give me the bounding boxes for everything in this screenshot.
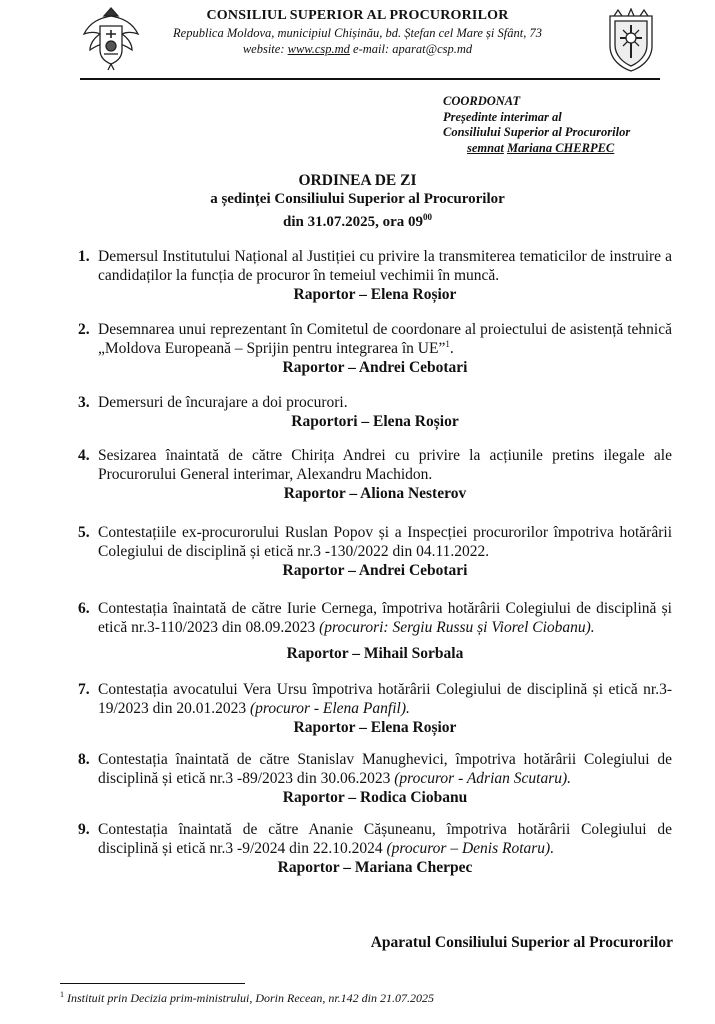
item-note: (procurori: Sergiu Russu și Viorel Ciobanu).	[319, 619, 595, 636]
item-rapporteur: Raportori – Elena Roșior	[291, 413, 459, 430]
footnote-divider	[60, 983, 245, 984]
email-label: e-mail:	[353, 42, 390, 56]
footnote-mark: 1	[60, 990, 64, 999]
agenda-item	[78, 750, 672, 788]
agenda-item	[78, 393, 672, 412]
item-text: Demersul Institutului Național al Justiției cu privire la transmiterea tematicilor de instruire a candidaților la funcția de procuror în temeiul vechimii în muncă.	[98, 248, 672, 284]
item-text: Demersuri de încurajare a doi procurori.	[98, 394, 348, 411]
item-rapporteur: Raportor – Aliona Nesterov	[283, 485, 467, 502]
footnote	[60, 990, 434, 1006]
item-text: Contestația înaintată de către Ananie Cășuneanu, împotriva hotărârii Colegiului de disciplină și etică nr.3 -9/2024 din 22.10.2024	[98, 821, 672, 857]
agenda-item: 2. Desemnarea unui reprezentant în Comitetul de coordonare al proiectului de asistență tehnică „Moldova Europeană – Sprijin pentru integrarea în UE”$^1$.	[78, 321, 672, 357]
footnote-ref[interactable]: 1	[445, 338, 450, 349]
item-text: Contestația înaintată de către Stanislav Manughevici, împotriva hotărârii Colegiului de disciplină și etică nr.3 -89/2023 din 30.06.2023	[98, 751, 672, 787]
item-number: 6.	[78, 600, 90, 617]
item-number: 5.	[78, 524, 90, 541]
org-name: CONSILIUL SUPERIOR AL PROCURORILOR	[206, 8, 509, 23]
header-divider	[80, 78, 660, 80]
approval-signed: semnat	[467, 140, 504, 155]
approval-role: Președinte interimar al	[443, 109, 562, 124]
agenda-item	[78, 680, 672, 718]
agenda-title	[0, 172, 715, 231]
item-rapporteur: Raportor – Rodica Ciobanu	[282, 789, 468, 806]
website-label: website:	[242, 42, 285, 56]
item-rapporteur: Raportor – Elena Roșior	[293, 719, 457, 736]
approval-status: COORDONAT	[443, 94, 521, 108]
item-text: Contestațiile ex-procurorului Ruslan Popov și a Inspecției procurorilor împotriva hotărârii Colegiului de disciplină și etică nr.3 -130/2022 din 04.11.2022.	[98, 524, 672, 560]
item-number: 2.	[78, 321, 90, 338]
agenda-item	[78, 599, 672, 637]
footnote-text: Instituit prin Decizia prim-ministrului, Dorin Recean, nr.142 din 21.07.2025	[67, 991, 434, 1005]
item-number: 7.	[78, 681, 90, 698]
item-text: Desemnarea unui reprezentant în Comitetul de coordonare al proiectului de asistență tehnică „Moldova Europeană – Sprijin pentru integrarea în UE”	[98, 321, 672, 357]
item-number: 3.	[78, 394, 90, 411]
item-text: Contestația avocatului Vera Ursu împotriva hotărârii Colegiului de disciplină și etică nr.3-19/2023 din 20.01.2023	[98, 681, 672, 717]
approval-name: Mariana CHERPEC	[506, 140, 615, 155]
email-link[interactable]: aparat@csp.md	[392, 42, 473, 56]
item-number: 9.	[78, 821, 90, 838]
agenda-item	[78, 446, 672, 484]
issuer-signature: Aparatul Consiliului Superior al Procurorilor	[370, 934, 673, 951]
agenda-list	[78, 247, 672, 877]
moldova-coat-of-arms-icon	[80, 4, 142, 72]
agenda-item	[78, 523, 672, 561]
letterhead	[140, 8, 575, 57]
approval-council: Consiliului Superior al Procurorilor	[443, 125, 631, 139]
item-note: (procuror - Elena Panfil).	[250, 700, 410, 717]
approval-signature	[443, 141, 630, 157]
item-number: 4.	[78, 447, 90, 464]
csp-emblem-icon	[600, 8, 662, 74]
approval-block	[443, 94, 630, 156]
page-subtitle: a ședinței Consiliului Superior al Procurorilor	[210, 191, 505, 207]
item-rapporteur: Raportor – Mariana Cherpec	[277, 859, 473, 876]
item-text: Contestația înaintată de către Iurie Cernega, împotriva hotărârii Colegiului de disciplină și etică nr.3-110/2023 din 08.09.2023	[98, 600, 672, 636]
item-note: (procuror - Adrian Scutaru).	[394, 770, 572, 787]
org-contact	[140, 42, 575, 57]
item-number: 8.	[78, 751, 90, 768]
item-note: (procuror – Denis Rotaru).	[386, 840, 555, 857]
agenda-item	[78, 820, 672, 858]
meeting-date: din 31.07.2025, ora $09^{00}$	[282, 212, 432, 230]
org-address: Republica Moldova, municipiul Chișinău, bd. Ștefan cel Mare și Sfânt, 73	[173, 26, 542, 40]
item-rapporteur: Raportor – Mihail Sorbala	[286, 645, 464, 662]
page-title: ORDINEA DE ZI	[298, 172, 417, 189]
item-rapporteur: Raportor – Andrei Cebotari	[282, 562, 468, 579]
item-number: 1.	[78, 248, 90, 265]
item-rapporteur: Raportor – Elena Roșior	[293, 286, 457, 303]
website-link[interactable]: www.csp.md	[287, 42, 350, 56]
agenda-item	[78, 247, 672, 285]
item-text: Sesizarea înaintată de către Chirița Andrei cu privire la acțiunile pretins ilegale ale Procurorului General interimar, Alexandru Machidon.	[98, 447, 672, 483]
item-rapporteur: Raportor – Andrei Cebotari	[282, 359, 468, 376]
